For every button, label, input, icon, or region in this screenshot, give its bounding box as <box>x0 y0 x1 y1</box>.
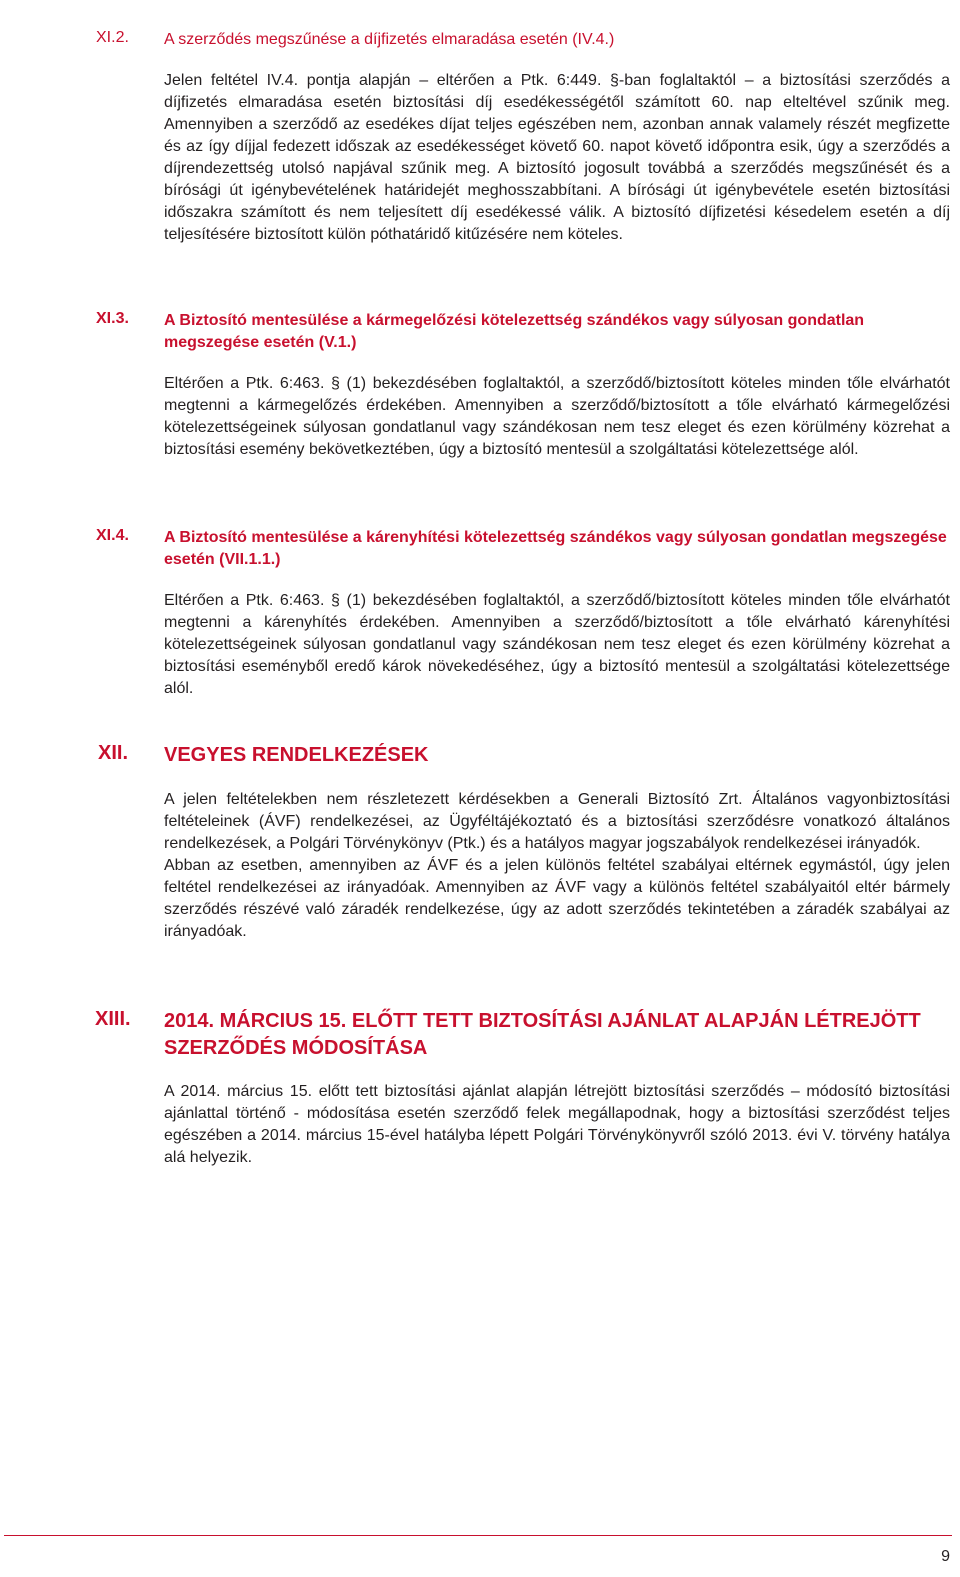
section-title: VEGYES RENDELKEZÉSEK <box>164 744 429 766</box>
section-paragraph: Abban az esetben, amennyiben az ÁVF és a jelen különös feltétel szabályai eltérnek egymástól, úgy jelen feltétel rendelkezései az irányadóak. Amennyiben az ÁVF vagy a különös feltétel szabályaitól eltér bármely szerződés részévé való záradék rendelkezése, úgy az adott szerződés tekintetében a záradék szabályai az irányadóak. <box>164 857 950 940</box>
section-title: A Biztosító mentesülése a kármegelőzési kötelezettség szándékos vagy súlyosan gondatlan megszegése esetén (V.1.) <box>164 312 865 351</box>
section-content <box>164 1008 950 1169</box>
section-paragraph: Jelen feltétel IV.4. pontja alapján – eltérően a Ptk. 6:449. §-ban foglaltaktól – a biztosítási szerződés a díjfizetés elmaradása esetén biztosítási díj esedékességétől számított 60. nap elteltével szűnik meg. Amennyiben a szerződő az esedékes díjat teljes egészében nem, azonban annak valamely részét megfizette és az így díjjal fedezett időszak az esedékességet követő 60. napot követő időpontra esik, úgy a szerződés a díjrendezettség utolsó napjával szűnik meg. A biztosító jogosult továbbá a szerződés megszűnését és a bírósági út igénybevételének határidejét meghosszabbítani. A bírósági út igénybevétele esetén biztosítási időszakra számított és nem teljesített díj esedékessé válik. A biztosító díjfizetési késedelem esetén a díj teljesítésére biztosított külön póthatáridő kitűzésére nem köteles. <box>164 72 950 243</box>
section-paragraph: Eltérően a Ptk. 6:463. § (1) bekezdésében foglaltaktól, a szerződő/biztosított köteles minden tőle elvárhatót megtenni a kármegelőzés érdekében. Amennyiben a szerződő/biztosított a tőle elvárható kármegelőzési kötelezettségeinek súlyosan gondatlanul vagy szándékosan nem tesz eleget és ezen körülmény közrehat a biztosítási esemény bekövetkeztében, úgy a biztosító mentesül a szolgáltatási kötelezettsége alól. <box>164 375 950 458</box>
section-title: A szerződés megszűnése a díjfizetés elmaradása esetén (IV.4.) <box>164 31 615 48</box>
section-paragraph: A 2014. március 15. előtt tett biztosítási ajánlat alapján létrejött biztosítási szerződés – módosító biztosítási ajánlattal történő - módosítása esetén szerződő felek megállapodnak, hogy a biztosítási szerződést teljes egészében a 2014. március 15-ével hatályba lépett Polgári Törvénykönyvről szóló 2013. évi V. törvény hatálya alá helyezik. <box>164 1083 950 1166</box>
section-number: XII. <box>98 742 129 764</box>
section-content <box>164 742 950 943</box>
section-content <box>164 527 950 700</box>
section-paragraph: Eltérően a Ptk. 6:463. § (1) bekezdésében foglaltaktól, a szerződő/biztosított köteles minden tőle elvárhatót megtenni a kárenyhítés érdekében. Amennyiben a szerződő/biztosított a tőle elvárható kárenyhítési kötelezettségeinek súlyosan gondatlanul vagy szándékosan nem tesz eleget és ezen körülmény közrehat a biztosítási eseményből eredő károk növekedéséhez, úgy a biztosító mentesül a szolgáltatási kötelezettsége alól. <box>164 592 950 697</box>
section-content <box>164 310 950 461</box>
section-number: XIII. <box>95 1008 131 1030</box>
page-number: 9 <box>941 1548 950 1565</box>
section-content <box>164 29 950 246</box>
section-paragraph: A jelen feltételekben nem részletezett kérdésekben a Generali Biztosító Zrt. Általános vagyonbiztosítási feltételeinek (ÁVF) rendelkezései, az Ügyféltájékoztató és a biztosítási szerződésre vonatkozó általános rendelkezések, a Polgári Törvénykönyv (Ptk.) és a hatályos magyar jogszabályok rendelkezései irányadók. <box>164 791 950 852</box>
section-number: XI.2. <box>96 29 129 46</box>
section-title: 2014. MÁRCIUS 15. ELŐTT TETT BIZTOSÍTÁSI AJÁNLAT ALAPJÁN LÉTREJÖTT SZERZŐDÉS MÓDOSÍTÁSA <box>164 1010 921 1059</box>
section-number: XI.3. <box>96 310 129 327</box>
section-number: XI.4. <box>96 527 129 544</box>
section-title: A Biztosító mentesülése a kárenyhítési kötelezettség szándékos vagy súlyosan gondatlan megszegése esetén (VII.1.1.) <box>164 529 947 568</box>
footer-divider <box>4 1535 952 1536</box>
